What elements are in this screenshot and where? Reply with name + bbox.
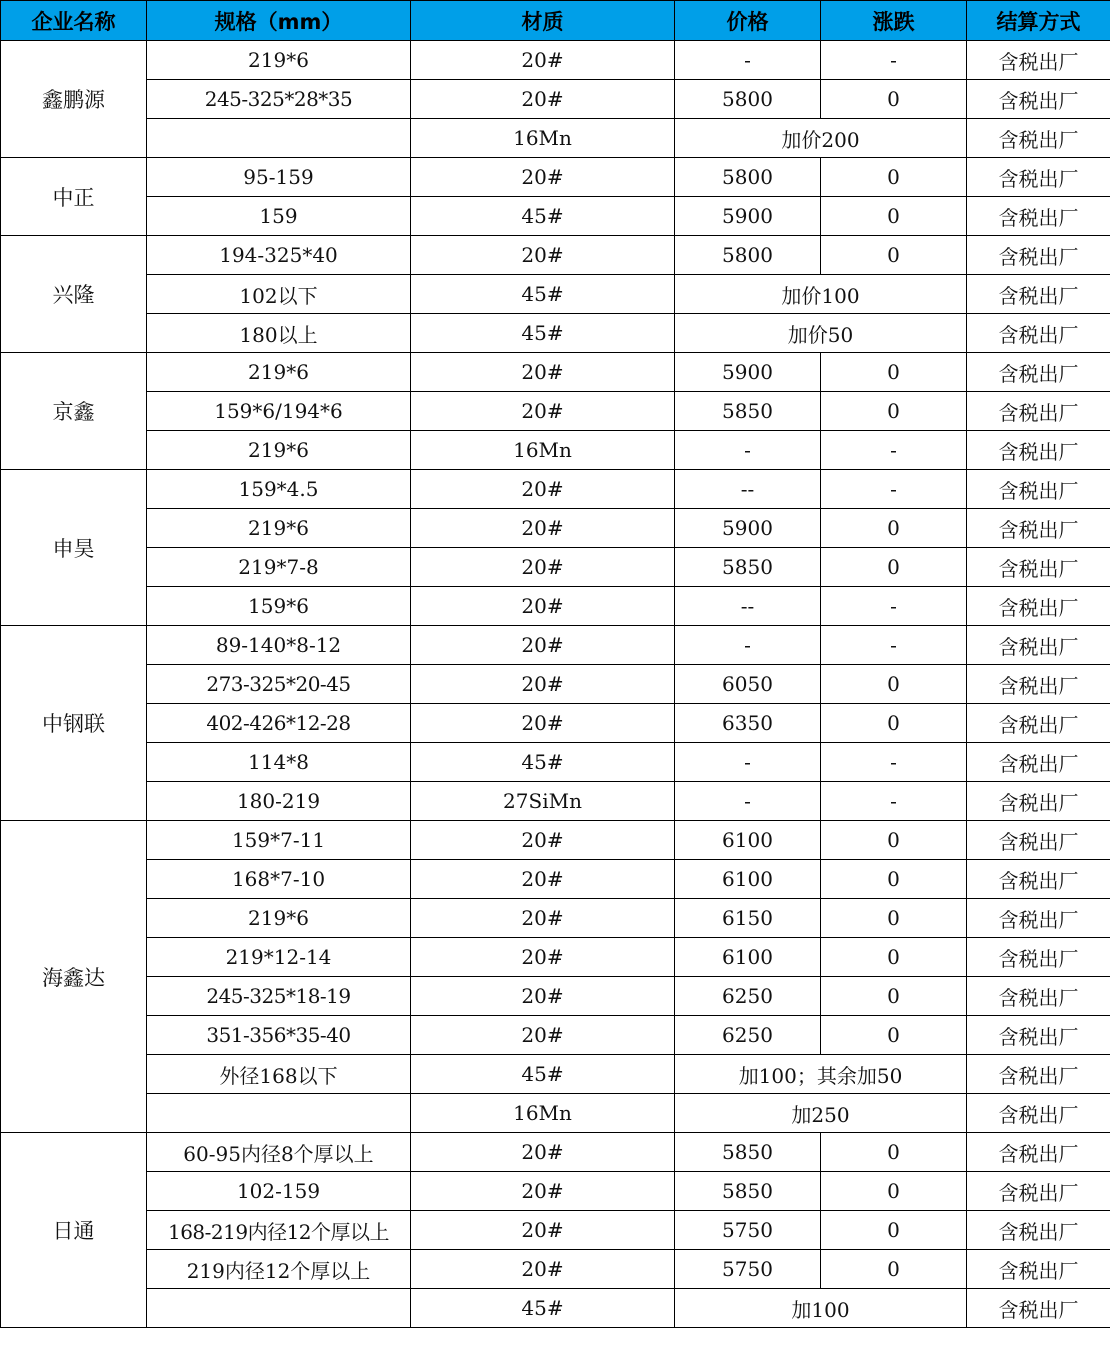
price-note-cell: 加价200 xyxy=(675,119,967,158)
change-cell: 0 xyxy=(821,197,967,236)
settlement-cell: 含税出厂 xyxy=(967,1055,1110,1094)
settlement-cell: 含税出厂 xyxy=(967,431,1110,470)
material-cell: 16Mn xyxy=(411,431,675,470)
spec-cell: 219*6 xyxy=(147,431,411,470)
change-cell: - xyxy=(821,743,967,782)
spec-cell: 外径168以下 xyxy=(147,1055,411,1094)
table-row xyxy=(1,119,1110,158)
settlement-cell: 含税出厂 xyxy=(967,80,1110,119)
table-row xyxy=(1,1211,1110,1250)
settlement-cell: 含税出厂 xyxy=(967,1094,1110,1133)
spec-cell: 159*6/194*6 xyxy=(147,392,411,431)
price-cell: 6050 xyxy=(675,665,821,704)
table-row xyxy=(1,626,1110,665)
table-row xyxy=(1,431,1110,470)
material-cell: 20# xyxy=(411,821,675,860)
table-row xyxy=(1,275,1110,314)
settlement-cell: 含税出厂 xyxy=(967,1289,1110,1328)
material-cell: 20# xyxy=(411,704,675,743)
table-row xyxy=(1,821,1110,860)
material-cell: 20# xyxy=(411,392,675,431)
settlement-cell: 含税出厂 xyxy=(967,275,1110,314)
price-cell: -- xyxy=(675,587,821,626)
table-row xyxy=(1,1289,1110,1328)
material-cell: 45# xyxy=(411,743,675,782)
company-cell: 日通 xyxy=(1,1133,147,1328)
table-row xyxy=(1,665,1110,704)
table-row xyxy=(1,860,1110,899)
spec-cell: 168*7-10 xyxy=(147,860,411,899)
table-row xyxy=(1,509,1110,548)
settlement-cell: 含税出厂 xyxy=(967,1250,1110,1289)
table-row xyxy=(1,314,1110,353)
material-cell: 20# xyxy=(411,41,675,80)
material-cell: 20# xyxy=(411,1133,675,1172)
price-cell: 6150 xyxy=(675,899,821,938)
spec-cell: 245-325*18-19 xyxy=(147,977,411,1016)
material-cell: 20# xyxy=(411,899,675,938)
change-cell: 0 xyxy=(821,392,967,431)
material-cell: 20# xyxy=(411,158,675,197)
table-body xyxy=(1,41,1110,1328)
settlement-cell: 含税出厂 xyxy=(967,509,1110,548)
table-row xyxy=(1,899,1110,938)
company-cell: 兴隆 xyxy=(1,236,147,353)
price-cell: -- xyxy=(675,470,821,509)
material-cell: 45# xyxy=(411,275,675,314)
spec-cell: 180-219 xyxy=(147,782,411,821)
price-cell: 6100 xyxy=(675,938,821,977)
table-row xyxy=(1,1094,1110,1133)
company-cell: 中正 xyxy=(1,158,147,236)
spec-cell: 114*8 xyxy=(147,743,411,782)
spec-cell: 219*6 xyxy=(147,353,411,392)
price-cell: - xyxy=(675,41,821,80)
settlement-cell: 含税出厂 xyxy=(967,1133,1110,1172)
material-cell: 20# xyxy=(411,1172,675,1211)
spec-cell: 159*6 xyxy=(147,587,411,626)
material-cell: 27SiMn xyxy=(411,782,675,821)
spec-cell: 102-159 xyxy=(147,1172,411,1211)
spec-cell: 159 xyxy=(147,197,411,236)
material-cell: 20# xyxy=(411,353,675,392)
settlement-cell: 含税出厂 xyxy=(967,470,1110,509)
spec-cell: 159*4.5 xyxy=(147,470,411,509)
spec-cell: 60-95内径8个厚以上 xyxy=(147,1133,411,1172)
spec-cell xyxy=(147,1289,411,1328)
table-row xyxy=(1,80,1110,119)
spec-cell: 219*12-14 xyxy=(147,938,411,977)
settlement-cell: 含税出厂 xyxy=(967,392,1110,431)
spec-cell: 245-325*28*35 xyxy=(147,80,411,119)
company-cell: 鑫鹏源 xyxy=(1,41,147,158)
spec-cell: 168-219内径12个厚以上 xyxy=(147,1211,411,1250)
table-row xyxy=(1,1250,1110,1289)
price-cell: 5750 xyxy=(675,1211,821,1250)
change-cell: - xyxy=(821,587,967,626)
settlement-cell: 含税出厂 xyxy=(967,197,1110,236)
table-row xyxy=(1,236,1110,275)
change-cell: 0 xyxy=(821,353,967,392)
change-cell: - xyxy=(821,41,967,80)
change-cell: 0 xyxy=(821,1250,967,1289)
table-row xyxy=(1,41,1110,80)
company-cell: 海鑫达 xyxy=(1,821,147,1133)
material-cell: 20# xyxy=(411,938,675,977)
material-cell: 20# xyxy=(411,977,675,1016)
change-cell: 0 xyxy=(821,1133,967,1172)
spec-cell: 219*7-8 xyxy=(147,548,411,587)
material-cell: 20# xyxy=(411,665,675,704)
price-cell: - xyxy=(675,743,821,782)
material-cell: 16Mn xyxy=(411,1094,675,1133)
material-cell: 45# xyxy=(411,1289,675,1328)
spec-cell: 219*6 xyxy=(147,41,411,80)
material-cell: 20# xyxy=(411,509,675,548)
header-settlement: 结算方式 xyxy=(967,1,1110,41)
table-row xyxy=(1,1133,1110,1172)
settlement-cell: 含税出厂 xyxy=(967,1211,1110,1250)
settlement-cell: 含税出厂 xyxy=(967,119,1110,158)
settlement-cell: 含税出厂 xyxy=(967,1016,1110,1055)
change-cell: 0 xyxy=(821,899,967,938)
settlement-cell: 含税出厂 xyxy=(967,548,1110,587)
price-cell: 5800 xyxy=(675,236,821,275)
table-row xyxy=(1,197,1110,236)
change-cell: 0 xyxy=(821,1172,967,1211)
price-note-cell: 加价50 xyxy=(675,314,967,353)
settlement-cell: 含税出厂 xyxy=(967,353,1110,392)
header-material: 材质 xyxy=(411,1,675,41)
change-cell: - xyxy=(821,431,967,470)
spec-cell: 219内径12个厚以上 xyxy=(147,1250,411,1289)
table-row xyxy=(1,470,1110,509)
table-row xyxy=(1,1172,1110,1211)
table-row xyxy=(1,743,1110,782)
price-cell: 6250 xyxy=(675,1016,821,1055)
table-row xyxy=(1,977,1110,1016)
material-cell: 20# xyxy=(411,1211,675,1250)
settlement-cell: 含税出厂 xyxy=(967,821,1110,860)
spec-cell: 159*7-11 xyxy=(147,821,411,860)
spec-cell: 402-426*12-28 xyxy=(147,704,411,743)
table-row xyxy=(1,782,1110,821)
company-cell: 京鑫 xyxy=(1,353,147,470)
change-cell: 0 xyxy=(821,236,967,275)
settlement-cell: 含税出厂 xyxy=(967,743,1110,782)
settlement-cell: 含税出厂 xyxy=(967,587,1110,626)
spec-cell: 219*6 xyxy=(147,509,411,548)
price-cell: 6100 xyxy=(675,860,821,899)
settlement-cell: 含税出厂 xyxy=(967,782,1110,821)
spec-cell: 194-325*40 xyxy=(147,236,411,275)
settlement-cell: 含税出厂 xyxy=(967,704,1110,743)
price-note-cell: 加100 xyxy=(675,1289,967,1328)
price-cell: 6350 xyxy=(675,704,821,743)
spec-cell: 89-140*8-12 xyxy=(147,626,411,665)
material-cell: 45# xyxy=(411,197,675,236)
price-cell: 5900 xyxy=(675,509,821,548)
price-cell: 5850 xyxy=(675,1133,821,1172)
price-cell: 5800 xyxy=(675,158,821,197)
settlement-cell: 含税出厂 xyxy=(967,41,1110,80)
price-cell: - xyxy=(675,782,821,821)
material-cell: 20# xyxy=(411,80,675,119)
spec-cell xyxy=(147,1094,411,1133)
header-spec: 规格（mm） xyxy=(147,1,411,41)
price-cell: - xyxy=(675,626,821,665)
price-cell: 5900 xyxy=(675,197,821,236)
price-cell: 5750 xyxy=(675,1250,821,1289)
price-note-cell: 加250 xyxy=(675,1094,967,1133)
change-cell: 0 xyxy=(821,938,967,977)
material-cell: 20# xyxy=(411,236,675,275)
table-row xyxy=(1,392,1110,431)
table-row xyxy=(1,1055,1110,1094)
material-cell: 20# xyxy=(411,587,675,626)
change-cell: 0 xyxy=(821,860,967,899)
change-cell: 0 xyxy=(821,1211,967,1250)
material-cell: 20# xyxy=(411,470,675,509)
header-price: 价格 xyxy=(675,1,821,41)
change-cell: 0 xyxy=(821,977,967,1016)
price-cell: 5850 xyxy=(675,548,821,587)
settlement-cell: 含税出厂 xyxy=(967,1172,1110,1211)
material-cell: 45# xyxy=(411,1055,675,1094)
spec-cell: 273-325*20-45 xyxy=(147,665,411,704)
change-cell: 0 xyxy=(821,80,967,119)
change-cell: - xyxy=(821,470,967,509)
company-cell: 申昊 xyxy=(1,470,147,626)
settlement-cell: 含税出厂 xyxy=(967,314,1110,353)
table-row xyxy=(1,704,1110,743)
settlement-cell: 含税出厂 xyxy=(967,158,1110,197)
material-cell: 45# xyxy=(411,314,675,353)
price-cell: 6100 xyxy=(675,821,821,860)
change-cell: 0 xyxy=(821,509,967,548)
change-cell: - xyxy=(821,782,967,821)
table-row xyxy=(1,587,1110,626)
change-cell: - xyxy=(821,626,967,665)
settlement-cell: 含税出厂 xyxy=(967,236,1110,275)
table-row xyxy=(1,158,1110,197)
change-cell: 0 xyxy=(821,1016,967,1055)
table-row xyxy=(1,548,1110,587)
spec-cell: 95-159 xyxy=(147,158,411,197)
price-cell: 5850 xyxy=(675,392,821,431)
price-cell: 5900 xyxy=(675,353,821,392)
material-cell: 20# xyxy=(411,626,675,665)
spec-cell: 102以下 xyxy=(147,275,411,314)
change-cell: 0 xyxy=(821,548,967,587)
price-note-cell: 加100；其余加50 xyxy=(675,1055,967,1094)
material-cell: 20# xyxy=(411,860,675,899)
spec-cell: 219*6 xyxy=(147,899,411,938)
material-cell: 20# xyxy=(411,1250,675,1289)
settlement-cell: 含税出厂 xyxy=(967,626,1110,665)
settlement-cell: 含税出厂 xyxy=(967,938,1110,977)
settlement-cell: 含税出厂 xyxy=(967,860,1110,899)
header-row xyxy=(1,1,1110,41)
spec-cell xyxy=(147,119,411,158)
settlement-cell: 含税出厂 xyxy=(967,665,1110,704)
material-cell: 20# xyxy=(411,1016,675,1055)
table-row xyxy=(1,938,1110,977)
settlement-cell: 含税出厂 xyxy=(967,977,1110,1016)
spec-cell: 351-356*35-40 xyxy=(147,1016,411,1055)
company-cell: 中钢联 xyxy=(1,626,147,821)
price-note-cell: 加价100 xyxy=(675,275,967,314)
spec-cell: 180以上 xyxy=(147,314,411,353)
change-cell: 0 xyxy=(821,665,967,704)
header-company: 企业名称 xyxy=(1,1,147,41)
material-cell: 20# xyxy=(411,548,675,587)
change-cell: 0 xyxy=(821,704,967,743)
change-cell: 0 xyxy=(821,158,967,197)
material-cell: 16Mn xyxy=(411,119,675,158)
settlement-cell: 含税出厂 xyxy=(967,899,1110,938)
header-change: 涨跌 xyxy=(821,1,967,41)
price-cell: - xyxy=(675,431,821,470)
change-cell: 0 xyxy=(821,821,967,860)
price-cell: 6250 xyxy=(675,977,821,1016)
price-cell: 5800 xyxy=(675,80,821,119)
price-cell: 5850 xyxy=(675,1172,821,1211)
table-row xyxy=(1,1016,1110,1055)
table-row xyxy=(1,353,1110,392)
